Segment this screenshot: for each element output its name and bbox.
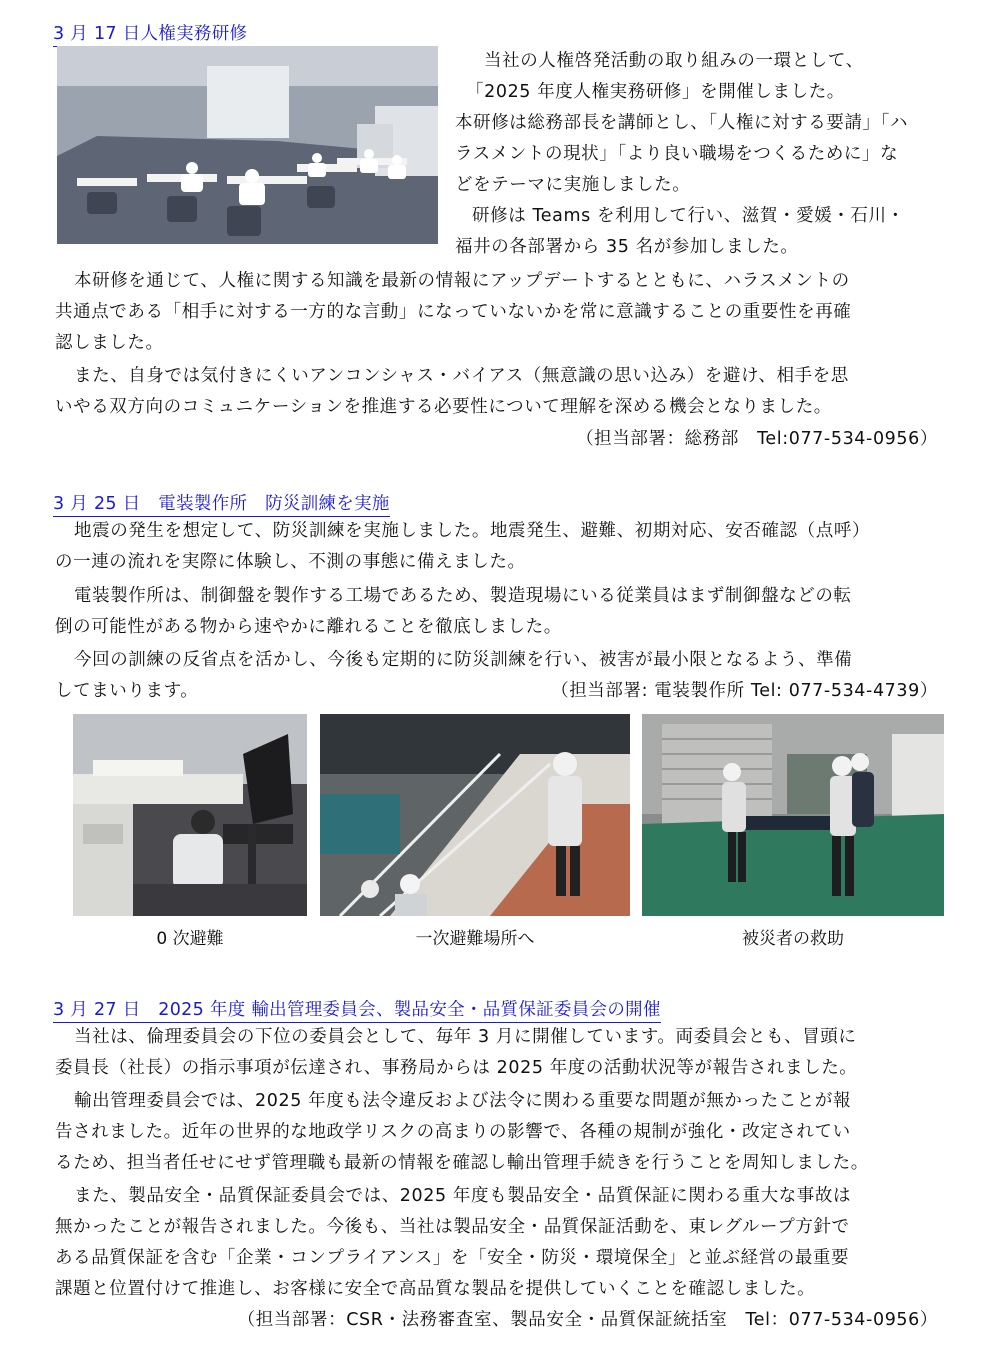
section3-body-line: 告されました。近年の世界的な地政学リスクの高まりの影響で、各種の規制が強化・改定されてい: [55, 1122, 851, 1142]
section1-intro-line: 福井の各部署から 35 名が参加しました。: [455, 237, 799, 257]
section3-body-line: 課題と位置付けて推進し、お客様に安全で高品質な製品を提供していくことを確認しました。: [55, 1279, 816, 1299]
photo-caption: 0 次避難: [156, 929, 224, 949]
section1-intro-line: 「2025 年度人権実務研修」を開催しました。: [466, 82, 845, 102]
casualty-rescue-photo: [642, 714, 944, 916]
section1-intro-line: 本研修は総務部長を講師とし、「人権に対する要請」「ハ: [455, 113, 909, 133]
section3-body-line: 委員長（社長）の指示事項が伝達され、事務局からは 2025 年度の活動状況等が報告されました。: [55, 1058, 858, 1078]
section3-body-line: 無かったことが報告されました。今後も、当社は製品安全・品質保証活動を、東レグループ方針で: [55, 1217, 850, 1237]
section2-body-line: 地震の発生を想定して、防災訓練を実施しました。地震発生、避難、初期対応、安否確認（点呼）: [74, 521, 871, 541]
training-room-photo: [57, 46, 438, 244]
section3-body-line: 輸出管理委員会では、2025 年度も法令違反および法令に関わる重要な問題が無かったことが報: [74, 1091, 852, 1111]
section1-contact: （担当部署：総務部 Tel:077-534-0956）: [576, 429, 938, 449]
section3-contact: （担当部署：CSR・法務審査室、製品安全・品質保証統括室 Tel：077-534-0956）: [237, 1310, 938, 1330]
section1-title: 3 月 17 日人権実務研修: [53, 20, 247, 47]
section2-body-line: の一連の流れを実際に体験し、不測の事態に備えました。: [55, 552, 526, 572]
section3-body-line: また、製品安全・品質保証委員会では、2025 年度も製品安全・品質保証に関わる重大な事故は: [74, 1186, 852, 1206]
section2-title: 3 月 25 日 電装製作所 防災訓練を実施: [53, 490, 390, 517]
photo-caption: 被災者の救助: [742, 929, 844, 949]
section1-intro-line: どをテーマに実施しました。: [455, 175, 691, 195]
zero-evacuation-photo: [73, 714, 307, 916]
section2-body-line: してまいります。: [55, 681, 199, 701]
section3-body-line: るため、担当者任せにせず管理職も最新の情報を確認し輸出管理手続きを行うことを周知しました。: [55, 1153, 869, 1173]
section2-body-line: 倒の可能性がある物から速やかに離れることを徹底しました。: [55, 617, 562, 637]
section1-intro-line: ラスメントの現状」「より良い職場をつくるために」な: [455, 144, 899, 164]
section1-body-line: また、自身では気付きにくいアンコンシャス・バイアス（無意識の思い込み）を避け、相手を思: [74, 366, 849, 386]
section3-body-line: ある品質保証を含む「企業・コンプライアンス」を「安全・防災・環境保全」と並ぶ経営の最重要: [55, 1248, 850, 1268]
section1-body-line: いやる双方向のコミュニケーションを推進する必要性について理解を深める機会となりました。: [55, 397, 832, 417]
section2-contact: （担当部署: 電装製作所 Tel: 077-534-4739）: [551, 681, 938, 701]
section1-body-line: 本研修を通じて、人権に関する知識を最新の情報にアップデートするとともに、ハラスメントの: [74, 271, 850, 291]
section1-intro-line: 研修は Teams を利用して行い、滋賀・愛媛・石川・: [472, 206, 905, 226]
evacuation-stairs-photo: [320, 714, 630, 916]
section2-body-line: 電装製作所は、制御盤を製作する工場であるため、製造現場にいる従業員はまず制御盤などの転: [74, 586, 852, 606]
section2-body-line: 今回の訓練の反省点を活かし、今後も定期的に防災訓練を行い、被害が最小限となるよう、準備: [74, 650, 853, 670]
section1-body-line: 共通点である「相手に対する一方的な言動」になっていないかを常に意識することの重要性を再確: [55, 302, 852, 322]
section1-intro-line: 当社の人権啓発活動の取り組みの一環として、: [484, 51, 864, 71]
photo-caption: 一次避難場所へ: [415, 929, 535, 949]
section3-body-line: 当社は、倫理委員会の下位の委員会として、毎年 3 月に開催しています。両委員会とも、冒頭に: [74, 1027, 857, 1047]
section3-title: 3 月 27 日 2025 年度 輸出管理委員会、製品安全・品質保証委員会の開催: [53, 996, 661, 1023]
section1-body-line: 認しました。: [55, 333, 164, 353]
